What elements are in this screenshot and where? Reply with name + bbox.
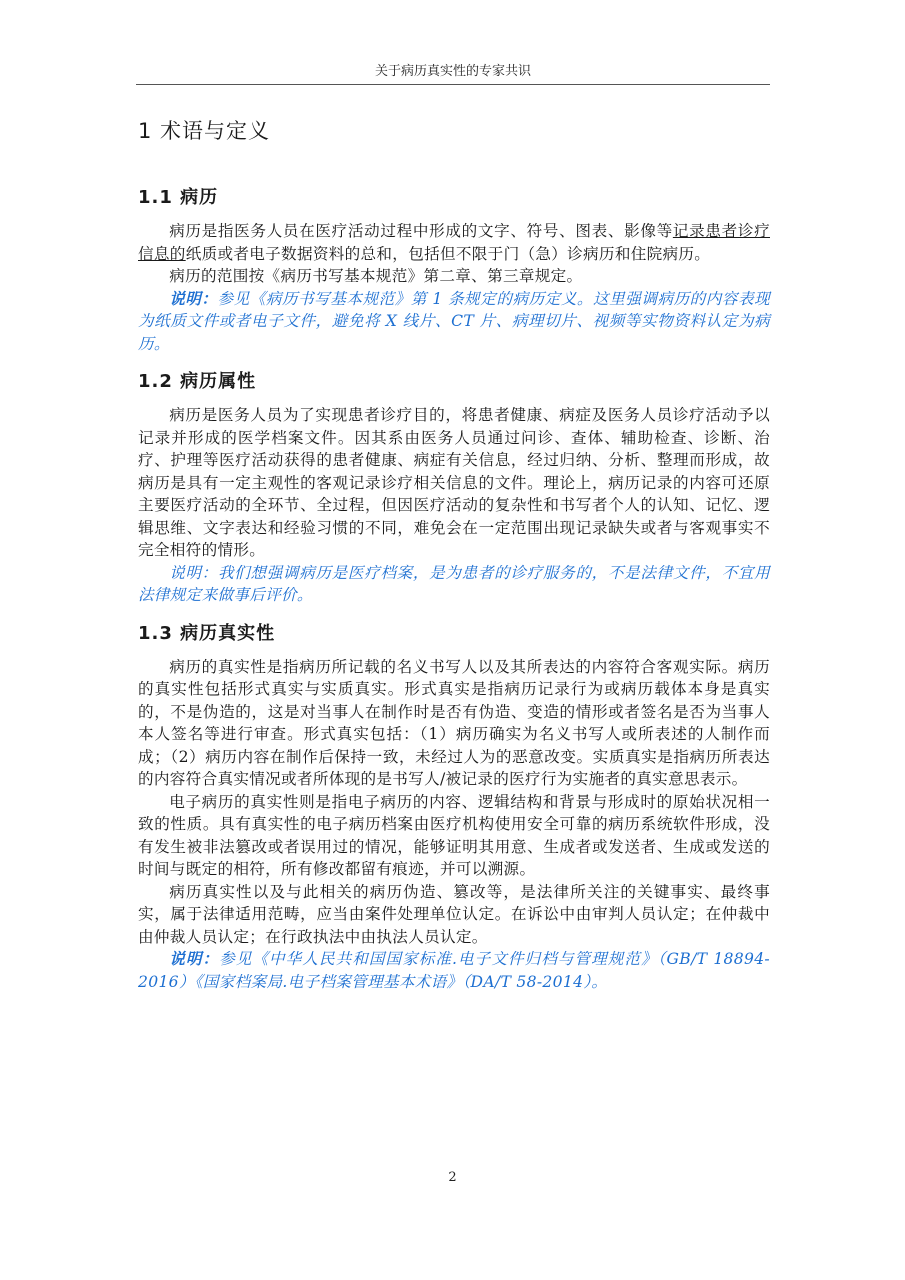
document-body (138, 112, 770, 999)
section-1-2 (138, 365, 770, 607)
section-title-1-2: 1.2 病历属性 (138, 371, 257, 392)
underlined-text: 记录患者诊疗信息的 (138, 222, 770, 263)
note (138, 948, 770, 993)
section-title-1-3: 1.3 病历真实性 (138, 622, 276, 644)
running-header: 关于病历真实性的专家共识 (374, 64, 531, 79)
section-1-3 (138, 617, 770, 994)
paragraph (138, 220, 770, 265)
note-text: 参见《病历书写基本规范》第 1 条规定的病历定义。这里强调病历的内容表现为纸质文件或者电子文件，避免将 X 线片、CT 片、病理切片、视频等实物资料认定为病历。 (138, 289, 770, 353)
header-rule (136, 84, 770, 85)
note-label: 说明： (169, 288, 218, 308)
section-1-1 (138, 181, 770, 355)
section-title-1-1: 1.1 病历 (138, 187, 219, 208)
chapter-title: 1 术语与定义 (138, 119, 271, 143)
note-text: 我们想强调病历是医疗档案，是为患者的诊疗服务的，不是法律文件，不宜用法律规定来做事后评价。 (138, 563, 770, 604)
note-label: 说明： (169, 949, 220, 968)
paragraph: 电子病历的真实性则是指电子病历的内容、逻辑结构和背景与形成时的原始状况相一致的性质。具有真实性的电子病历档案由医疗机构使用安全可靠的病历系统软件形成，没有发生被非法篡改或者误用过的情况，能够证明其用意、生成者或发送者、生成或发送的时间与既定的相符，所有修改都留有痕迹，并可以溯源。 (138, 792, 770, 878)
text-run: 纸质或者电子数据资料的总和，包括但不限于门（急）诊病历和住院病历。 (185, 244, 711, 263)
paragraph: 病历的真实性是指病历所记载的名义书写人以及其所表达的内容符合客观实际。病历的真实性包括形式真实与实质真实。形式真实是指病历记录行为或病历载体本身是真实的，不是伪造的，这是对当事人在制作时是否有伪造、变造的情形或者签名是否为当事人本人签名等进行审查。形式真实包括：（1）病历确实为名义书写人或所表述的人制作而成；（2）病历内容在制作后保持一致，未经过人为的恶意改变。实质真实是指病历所表达的内容符合真实情况或者所体现的是书写人/被记录的医疗行为实施者的真实意思表示。 (138, 657, 770, 788)
paragraph: 病历的范围按《病历书写基本规范》第二章、第三章规定。 (169, 267, 583, 285)
note-text: 参见《中华人民共和国国家标准.电子文件归档与管理规范》（GB/T 18894-2016）《国家档案局.电子档案管理基本术语》（DA/T 58-2014）。 (138, 950, 770, 991)
note-label: 说明： (169, 563, 218, 582)
page-number: 2 (448, 1170, 457, 1185)
paragraph: 病历是医务人员为了实现患者诊疗目的，将患者健康、病症及医务人员诊疗活动予以记录并形成的医学档案文件。因其系由医务人员通过问诊、查体、辅助检查、诊断、治疗、护理等医疗活动获得的患者健康、病症有关信息，经过归纳、分析、整理而形成，故病历是具有一定主观性的客观记录诊疗相关信息的文件。理论上，病历记录的内容可还原主要医疗活动的全环节、全过程，但因医疗活动的复杂性和书写者个人的认知、记忆、逻辑思维、文字表达和经验习惯的不同，难免会在一定范围出现记录缺失或者与客观事实不完全相符的情形。 (138, 406, 770, 559)
paragraph: 病历真实性以及与此相关的病历伪造、篡改等，是法律所关注的关键事实、最终事实，属于法律适用范畴，应当由案件处理单位认定。在诉讼中由审判人员认定；在仲裁中由仲裁人员认定；在行政执法中由执法人员认定。 (138, 882, 770, 946)
note (138, 288, 770, 356)
text-run: 病历是指医务人员在医疗活动过程中形成的文字、符号、图表、影像等 (169, 222, 673, 240)
note (138, 562, 770, 607)
